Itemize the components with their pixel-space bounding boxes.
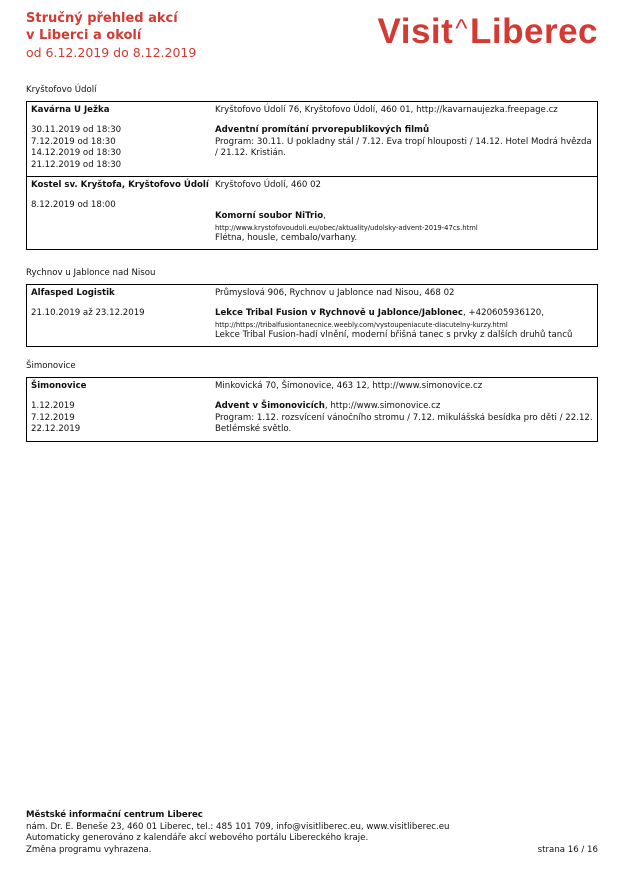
footer-organization: Městské informační centrum Liberec (26, 810, 203, 820)
event-url-link[interactable]: http://www.krystofovoudoli.eu/obec/aktuality/udolsky-advent-2019-47cs.html (215, 223, 478, 232)
venue-name: Kostel sv. Kryštofa, Kryštofovo Údolí (31, 180, 209, 190)
event-date: 14.12.2019 od 18:30 (31, 148, 122, 158)
venue-name: Alfasped Logistik (31, 288, 115, 298)
event-column (211, 180, 593, 244)
event-dates (31, 125, 211, 171)
venue-column (31, 105, 211, 171)
event-column (211, 105, 593, 171)
venue-name: Kavárna U Ježka (31, 105, 110, 115)
event-details (215, 125, 593, 160)
date-range: od 6.12.2019 do 8.12.2019 (26, 45, 197, 60)
event-url-link[interactable]: http://https://tribalfusiontanecnice.weebly.com/vystoupeniacute-diacutelny-kurzy.html (215, 320, 508, 329)
event-details (215, 401, 593, 436)
venue-address: Minkovická 70, Šimonovice, 463 12, http://www.simonovice.cz (215, 381, 483, 391)
event-card (26, 377, 598, 442)
page-number: strana 16 / 16 (537, 844, 598, 855)
event-entry (27, 176, 597, 249)
venue-column (31, 288, 211, 341)
event-title: Komorní soubor NiTrio (215, 211, 324, 221)
title-line-2: v Liberci a okolí (26, 28, 142, 43)
event-description: Flétna, housle, cembalo/varhany. (215, 232, 358, 243)
section-krystofovo-udoli (26, 84, 598, 250)
footer-address: nám. Dr. E. Beneše 23, 460 01 Liberec, tel.: 485 101 709, info@visitliberec.eu, www.visitliberec.eu (26, 821, 450, 832)
document-title (26, 10, 326, 61)
section-simonovice (26, 360, 598, 442)
title-line-1: Stručný přehled akcí (26, 11, 178, 26)
event-date: 30.11.2019 od 18:30 (31, 125, 122, 135)
section-title: Kryštofovo Údolí (26, 85, 97, 95)
event-date: 21.12.2019 od 18:30 (31, 159, 122, 170)
logo-caret: ^ (455, 13, 468, 43)
venue-address: Kryštofovo Údolí 76, Kryštofovo Údolí, 460 01, http://kavarnaujezka.freepage.cz (215, 105, 558, 115)
event-card (26, 101, 598, 250)
venue-address: Průmyslová 906, Rychnov u Jablonce nad Nisou, 468 02 (215, 288, 455, 298)
section-title: Šimonovice (26, 361, 76, 371)
event-dates (31, 401, 211, 436)
event-entry (27, 285, 597, 346)
event-date: 22.12.2019 (31, 424, 81, 434)
page-footer (26, 810, 598, 856)
event-title: Lekce Tribal Fusion v Rychnově u Jablonce/Jablonec (215, 308, 463, 318)
section-title: Rychnov u Jablonce nad Nisou (26, 268, 156, 278)
event-title-suffix: , http://www.simonovice.cz (324, 401, 441, 411)
footer-note: Změna programu vyhrazena. (26, 844, 152, 855)
event-title: Advent v Šimonovicích (215, 401, 325, 411)
visit-liberec-logo (378, 8, 598, 52)
venue-name: Šimonovice (31, 381, 87, 391)
event-dates (31, 308, 211, 320)
event-date: 21.10.2019 až 23.12.2019 (31, 308, 145, 318)
event-title-suffix: , (323, 211, 326, 221)
event-entry (27, 378, 597, 441)
section-rychnov (26, 267, 598, 347)
event-date: 7.12.2019 (31, 412, 75, 423)
event-card (26, 284, 598, 347)
event-description: Lekce Tribal Fusion-hadí vlnění, moderní břišná tanec s prvky z dalších druhů tanců (215, 329, 573, 340)
venue-address: Kryštofovo Údolí, 460 02 (215, 180, 322, 190)
event-dates (31, 200, 211, 212)
event-column (211, 381, 593, 436)
event-details (215, 211, 593, 244)
logo-word-visit: Visit (377, 12, 454, 51)
event-date: 8.12.2019 od 18:00 (31, 200, 116, 210)
event-description: Program: 30.11. U pokladny stál / 7.12. Eva tropí hlouposti / 14.12. Hotel Modrá hvězda / 21.12. Kristián. (215, 136, 592, 158)
event-details (215, 308, 593, 341)
logo-word-liberec: Liberec (470, 12, 598, 51)
event-title: Adventní promítání prvorepublikových filmů (215, 125, 430, 135)
venue-column (31, 180, 211, 244)
event-description: Program: 1.12. rozsvícení vánočního stromu / 7.12. mikulášská besídka pro děti / 22.12. Betlémské světlo. (215, 412, 593, 434)
event-date: 7.12.2019 od 18:30 (31, 136, 116, 147)
event-title-suffix: , +420605936120, (462, 308, 544, 318)
event-date: 1.12.2019 (31, 401, 75, 411)
footer-note: Automaticky generováno z kalendáře akcí webového portálu Libereckého kraje. (26, 833, 369, 843)
event-entry (27, 102, 597, 176)
venue-column (31, 381, 211, 436)
event-column (211, 288, 593, 341)
